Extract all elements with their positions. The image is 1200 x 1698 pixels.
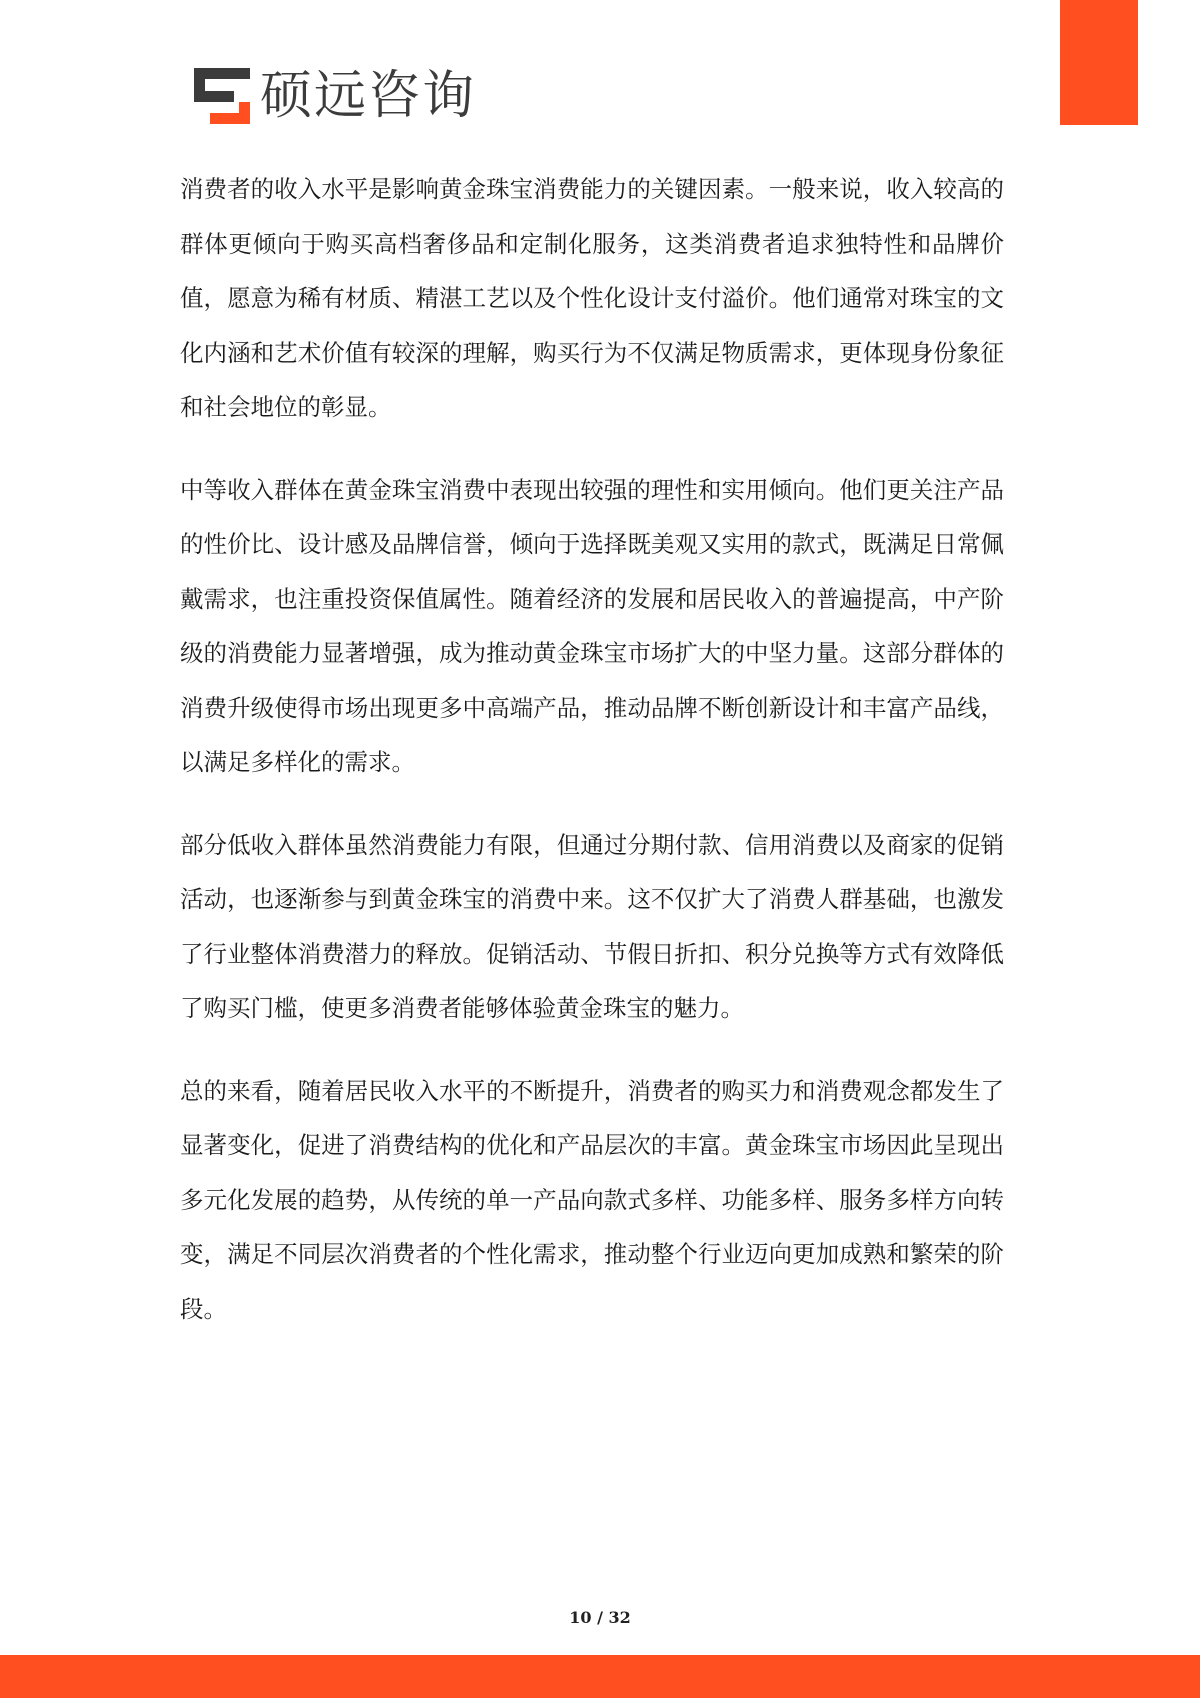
brand-logo-mark-icon xyxy=(194,68,250,124)
corner-accent-tab xyxy=(1060,0,1138,125)
paragraph-low-income: 部分低收入群体虽然消费能力有限，但通过分期付款、信用消费以及商家的促销活动，也逐渐参与到黄金珠宝的消费中来。这不仅扩大了消费人群基础，也激发了行业整体消费潜力的释放。促销活动、节假日折扣、积分兑换等方式有效降低了购买门槛，使更多消费者能够体验黄金珠宝的魅力。 xyxy=(180,830,1004,1022)
brand-name: 硕远咨询 xyxy=(260,66,477,126)
footer-accent-bar xyxy=(0,1655,1200,1698)
page-number: 10 / 32 xyxy=(569,1608,631,1627)
paragraph-middle-income: 中等收入群体在黄金珠宝消费中表现出较强的理性和实用倾向。他们更关注产品的性价比、设计感及品牌信誉，倾向于选择既美观又实用的款式，既满足日常佩戴需求，也注重投资保值属性。随着经济的发展和居民收入的普遍提高，中产阶级的消费能力显著增强，成为推动黄金珠宝市场扩大的中坚力量。这部分群体的消费升级使得市场出现更多中高端产品，推动品牌不断创新设计和丰富产品线，以满足多样化的需求。 xyxy=(180,475,1004,776)
brand-logo xyxy=(194,68,476,124)
document-body xyxy=(180,162,1004,1364)
paragraph-high-income: 消费者的收入水平是影响黄金珠宝消费能力的关键因素。一般来说，收入较高的群体更倾向于购买高档奢侈品和定制化服务，这类消费者追求独特性和品牌价值，愿意为稀有材质、精湛工艺以及个性化设计支付溢价。他们通常对珠宝的文化内涵和艺术价值有较深的理解，购买行为不仅满足物质需求，更体现身份象征和社会地位的彰显。 xyxy=(180,175,1004,421)
paragraph-summary: 总的来看，随着居民收入水平的不断提升，消费者的购买力和消费观念都发生了显著变化，促进了消费结构的优化和产品层次的丰富。黄金珠宝市场因此呈现出多元化发展的趋势，从传统的单一产品向款式多样、功能多样、服务多样方向转变，满足不同层次消费者的个性化需求，推动整个行业迈向更加成熟和繁荣的阶段。 xyxy=(180,1076,1004,1323)
